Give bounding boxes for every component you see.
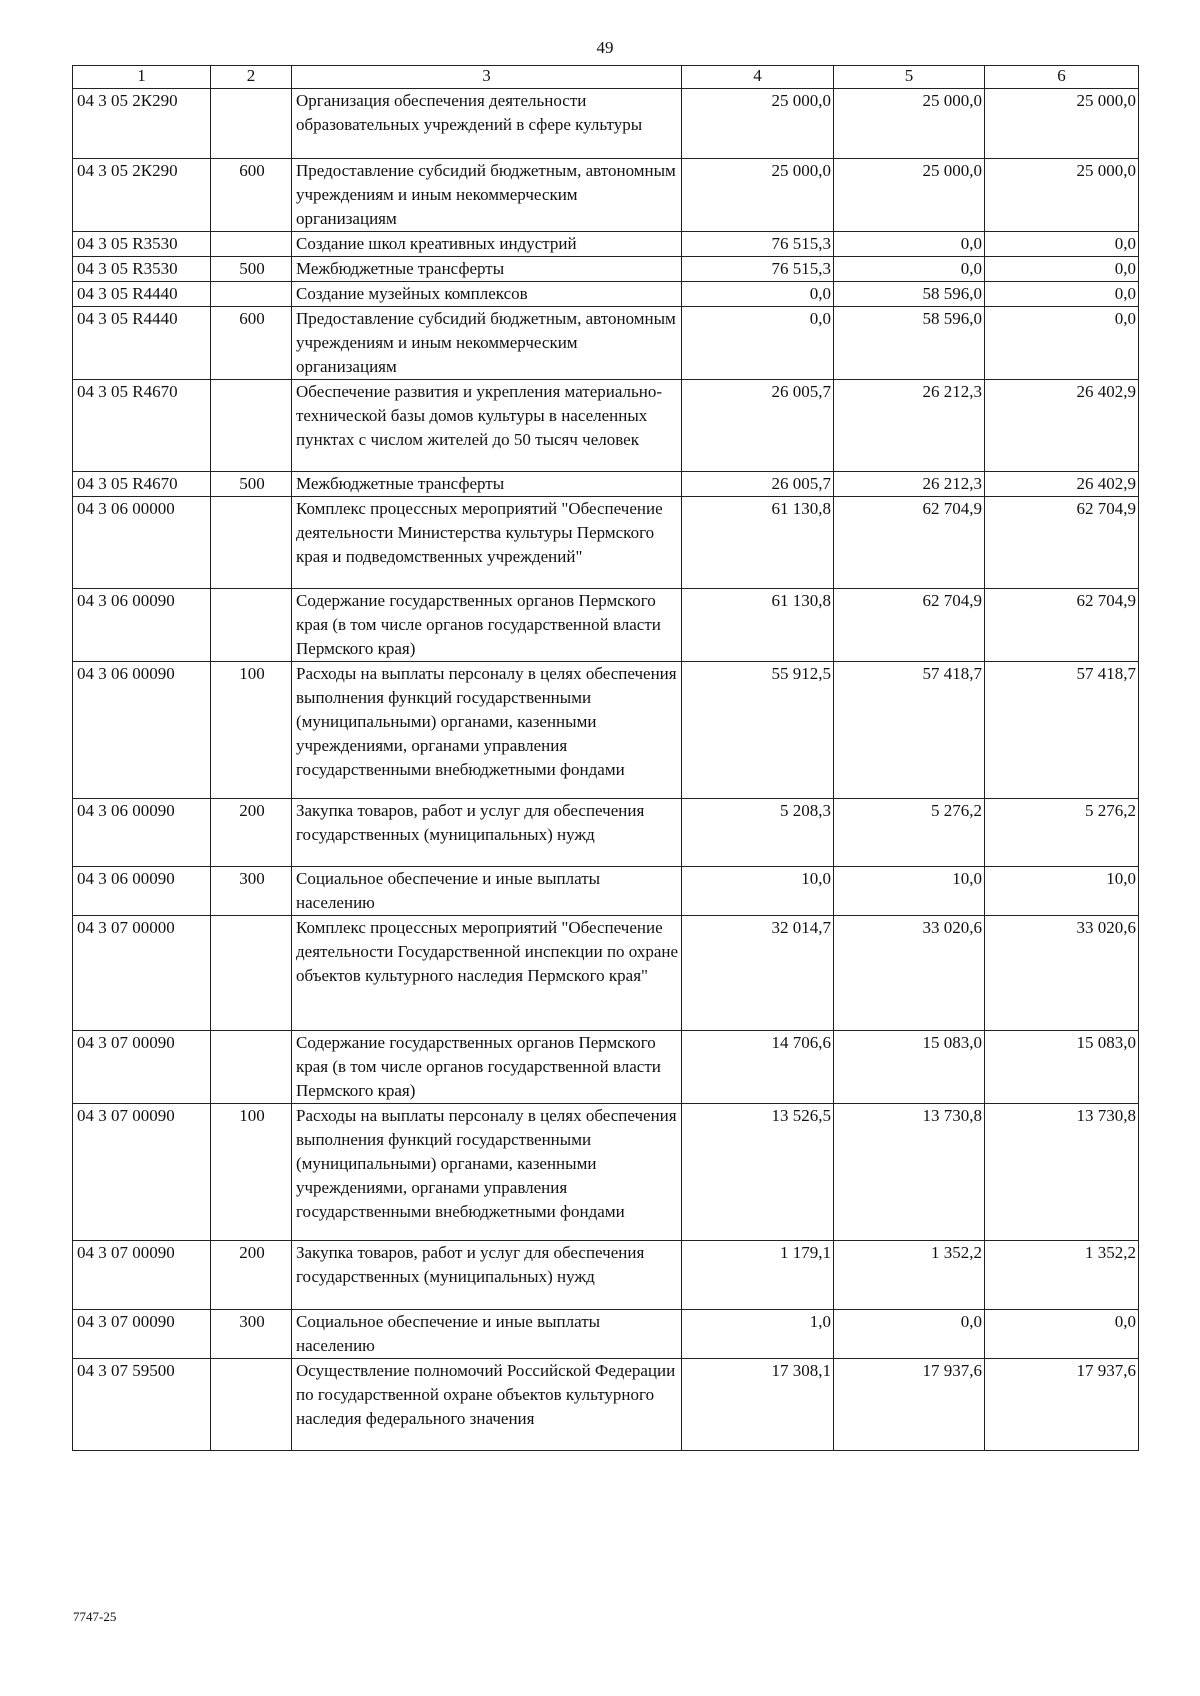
- table-row: [73, 282, 1139, 307]
- value-col-4: 14 706,6: [682, 1031, 834, 1104]
- table-row: [73, 662, 1139, 799]
- value-col-4: 0,0: [682, 282, 834, 307]
- table-row: [73, 799, 1139, 867]
- value-col-6: 0,0: [985, 257, 1139, 282]
- name-cell: Предоставление субсидий бюджетным, автономным учреждениям и иным некоммерческим организациям: [292, 159, 682, 232]
- code-cell: 04 3 05 R4670: [73, 380, 211, 472]
- name-cell: Межбюджетные трансферты: [292, 257, 682, 282]
- name-cell: Содержание государственных органов Пермского края (в том числе органов государственной власти Пермского края): [292, 589, 682, 662]
- value-col-4: 1,0: [682, 1310, 834, 1359]
- type-cell: [211, 380, 292, 472]
- code-cell: 04 3 05 R3530: [73, 232, 211, 257]
- value-col-4: 26 005,7: [682, 472, 834, 497]
- header-col-4: 4: [682, 66, 834, 89]
- type-cell: [211, 497, 292, 589]
- value-col-5: 62 704,9: [834, 497, 985, 589]
- type-cell: [211, 1031, 292, 1104]
- value-col-6: 5 276,2: [985, 799, 1139, 867]
- value-col-4: 17 308,1: [682, 1359, 834, 1451]
- table-row: [73, 1104, 1139, 1241]
- value-col-4: 55 912,5: [682, 662, 834, 799]
- value-col-4: 26 005,7: [682, 380, 834, 472]
- value-col-5: 5 276,2: [834, 799, 985, 867]
- type-cell: [211, 89, 292, 159]
- code-cell: 04 3 06 00000: [73, 497, 211, 589]
- type-cell: 500: [211, 472, 292, 497]
- value-col-4: 1 179,1: [682, 1241, 834, 1310]
- value-col-6: 0,0: [985, 232, 1139, 257]
- header-col-5: 5: [834, 66, 985, 89]
- value-col-6: 0,0: [985, 1310, 1139, 1359]
- code-cell: 04 3 05 R4440: [73, 307, 211, 380]
- type-cell: 200: [211, 1241, 292, 1310]
- name-cell: Обеспечение развития и укрепления материально-технической базы домов культуры в населенных пунктах с числом жителей до 50 тысяч человек: [292, 380, 682, 472]
- table-row: [73, 472, 1139, 497]
- value-col-5: 0,0: [834, 232, 985, 257]
- value-col-4: 32 014,7: [682, 916, 834, 1031]
- value-col-5: 25 000,0: [834, 159, 985, 232]
- table-row: [73, 380, 1139, 472]
- table-row: [73, 1241, 1139, 1310]
- name-cell: Межбюджетные трансферты: [292, 472, 682, 497]
- value-col-4: 0,0: [682, 307, 834, 380]
- value-col-6: 15 083,0: [985, 1031, 1139, 1104]
- table-row: [73, 1359, 1139, 1451]
- value-col-5: 0,0: [834, 1310, 985, 1359]
- type-cell: [211, 232, 292, 257]
- code-cell: 04 3 06 00090: [73, 799, 211, 867]
- code-cell: 04 3 06 00090: [73, 589, 211, 662]
- value-col-4: 25 000,0: [682, 159, 834, 232]
- table-row: [73, 867, 1139, 916]
- table-row: [73, 159, 1139, 232]
- name-cell: Предоставление субсидий бюджетным, автономным учреждениям и иным некоммерческим организациям: [292, 307, 682, 380]
- code-cell: 04 3 06 00090: [73, 867, 211, 916]
- document-id: 7747-25: [73, 1609, 117, 1624]
- type-cell: [211, 589, 292, 662]
- name-cell: Комплекс процессных мероприятий "Обеспечение деятельности Министерства культуры Пермского края и подведомственных учреждений": [292, 497, 682, 589]
- header-row: [73, 66, 1139, 89]
- value-col-6: 13 730,8: [985, 1104, 1139, 1241]
- value-col-5: 13 730,8: [834, 1104, 985, 1241]
- code-cell: 04 3 05 R4440: [73, 282, 211, 307]
- value-col-4: 61 130,8: [682, 589, 834, 662]
- type-cell: 500: [211, 257, 292, 282]
- value-col-6: 25 000,0: [985, 89, 1139, 159]
- value-col-4: 76 515,3: [682, 257, 834, 282]
- page-number: 49: [596, 38, 614, 57]
- code-cell: 04 3 07 00090: [73, 1310, 211, 1359]
- type-cell: 600: [211, 307, 292, 380]
- table-row: [73, 589, 1139, 662]
- table-row: [73, 1031, 1139, 1104]
- type-cell: [211, 1359, 292, 1451]
- header-col-2: 2: [211, 66, 292, 89]
- type-cell: 300: [211, 867, 292, 916]
- value-col-5: 15 083,0: [834, 1031, 985, 1104]
- value-col-4: 25 000,0: [682, 89, 834, 159]
- name-cell: Закупка товаров, работ и услуг для обеспечения государственных (муниципальных) нужд: [292, 1241, 682, 1310]
- value-col-5: 10,0: [834, 867, 985, 916]
- value-col-6: 10,0: [985, 867, 1139, 916]
- value-col-6: 62 704,9: [985, 589, 1139, 662]
- value-col-6: 26 402,9: [985, 472, 1139, 497]
- type-cell: 200: [211, 799, 292, 867]
- value-col-6: 33 020,6: [985, 916, 1139, 1031]
- value-col-5: 58 596,0: [834, 282, 985, 307]
- code-cell: 04 3 07 59500: [73, 1359, 211, 1451]
- value-col-4: 76 515,3: [682, 232, 834, 257]
- name-cell: Создание музейных комплексов: [292, 282, 682, 307]
- value-col-6: 26 402,9: [985, 380, 1139, 472]
- name-cell: Комплекс процессных мероприятий "Обеспечение деятельности Государственной инспекции по охране объектов культурного наследия Пермского края": [292, 916, 682, 1031]
- type-cell: [211, 916, 292, 1031]
- name-cell: Социальное обеспечение и иные выплаты населению: [292, 1310, 682, 1359]
- value-col-5: 26 212,3: [834, 380, 985, 472]
- header-col-6: 6: [985, 66, 1139, 89]
- header-col-3: 3: [292, 66, 682, 89]
- type-cell: [211, 282, 292, 307]
- budget-table: [72, 65, 1139, 1451]
- code-cell: 04 3 07 00090: [73, 1031, 211, 1104]
- code-cell: 04 3 05 R3530: [73, 257, 211, 282]
- name-cell: Содержание государственных органов Пермского края (в том числе органов государственной власти Пермского края): [292, 1031, 682, 1104]
- value-col-5: 58 596,0: [834, 307, 985, 380]
- value-col-6: 57 418,7: [985, 662, 1139, 799]
- value-col-5: 0,0: [834, 257, 985, 282]
- value-col-5: 17 937,6: [834, 1359, 985, 1451]
- value-col-5: 57 418,7: [834, 662, 985, 799]
- table-row: [73, 307, 1139, 380]
- value-col-6: 17 937,6: [985, 1359, 1139, 1451]
- value-col-4: 5 208,3: [682, 799, 834, 867]
- value-col-5: 62 704,9: [834, 589, 985, 662]
- value-col-5: 33 020,6: [834, 916, 985, 1031]
- table-row: [73, 916, 1139, 1031]
- code-cell: 04 3 07 00090: [73, 1104, 211, 1241]
- value-col-6: 62 704,9: [985, 497, 1139, 589]
- name-cell: Закупка товаров, работ и услуг для обеспечения государственных (муниципальных) нужд: [292, 799, 682, 867]
- value-col-4: 10,0: [682, 867, 834, 916]
- value-col-5: 26 212,3: [834, 472, 985, 497]
- name-cell: Социальное обеспечение и иные выплаты населению: [292, 867, 682, 916]
- code-cell: 04 3 05 2К290: [73, 159, 211, 232]
- value-col-6: 0,0: [985, 307, 1139, 380]
- value-col-6: 1 352,2: [985, 1241, 1139, 1310]
- value-col-5: 1 352,2: [834, 1241, 985, 1310]
- code-cell: 04 3 05 R4670: [73, 472, 211, 497]
- code-cell: 04 3 07 00000: [73, 916, 211, 1031]
- name-cell: Организация обеспечения деятельности образовательных учреждений в сфере культуры: [292, 89, 682, 159]
- code-cell: 04 3 07 00090: [73, 1241, 211, 1310]
- value-col-4: 61 130,8: [682, 497, 834, 589]
- value-col-4: 13 526,5: [682, 1104, 834, 1241]
- name-cell: Осуществление полномочий Российской Федерации по государственной охране объектов культурного наследия федерального значения: [292, 1359, 682, 1451]
- table-row: [73, 257, 1139, 282]
- value-col-6: 25 000,0: [985, 159, 1139, 232]
- table-body: [73, 89, 1139, 1451]
- header-col-1: 1: [73, 66, 211, 89]
- type-cell: 300: [211, 1310, 292, 1359]
- type-cell: 600: [211, 159, 292, 232]
- code-cell: 04 3 06 00090: [73, 662, 211, 799]
- table-row: [73, 89, 1139, 159]
- value-col-5: 25 000,0: [834, 89, 985, 159]
- name-cell: Расходы на выплаты персоналу в целях обеспечения выполнения функций государственными (муниципальными) органами, казенными учреждениями, органами управления государственными внебюджетными фондами: [292, 1104, 682, 1241]
- code-cell: 04 3 05 2К290: [73, 89, 211, 159]
- type-cell: 100: [211, 662, 292, 799]
- table-row: [73, 1310, 1139, 1359]
- name-cell: Расходы на выплаты персоналу в целях обеспечения выполнения функций государственными (муниципальными) органами, казенными учреждениями, органами управления государственными внебюджетными фондами: [292, 662, 682, 799]
- table-row: [73, 497, 1139, 589]
- name-cell: Создание школ креативных индустрий: [292, 232, 682, 257]
- value-col-6: 0,0: [985, 282, 1139, 307]
- table-row: [73, 232, 1139, 257]
- type-cell: 100: [211, 1104, 292, 1241]
